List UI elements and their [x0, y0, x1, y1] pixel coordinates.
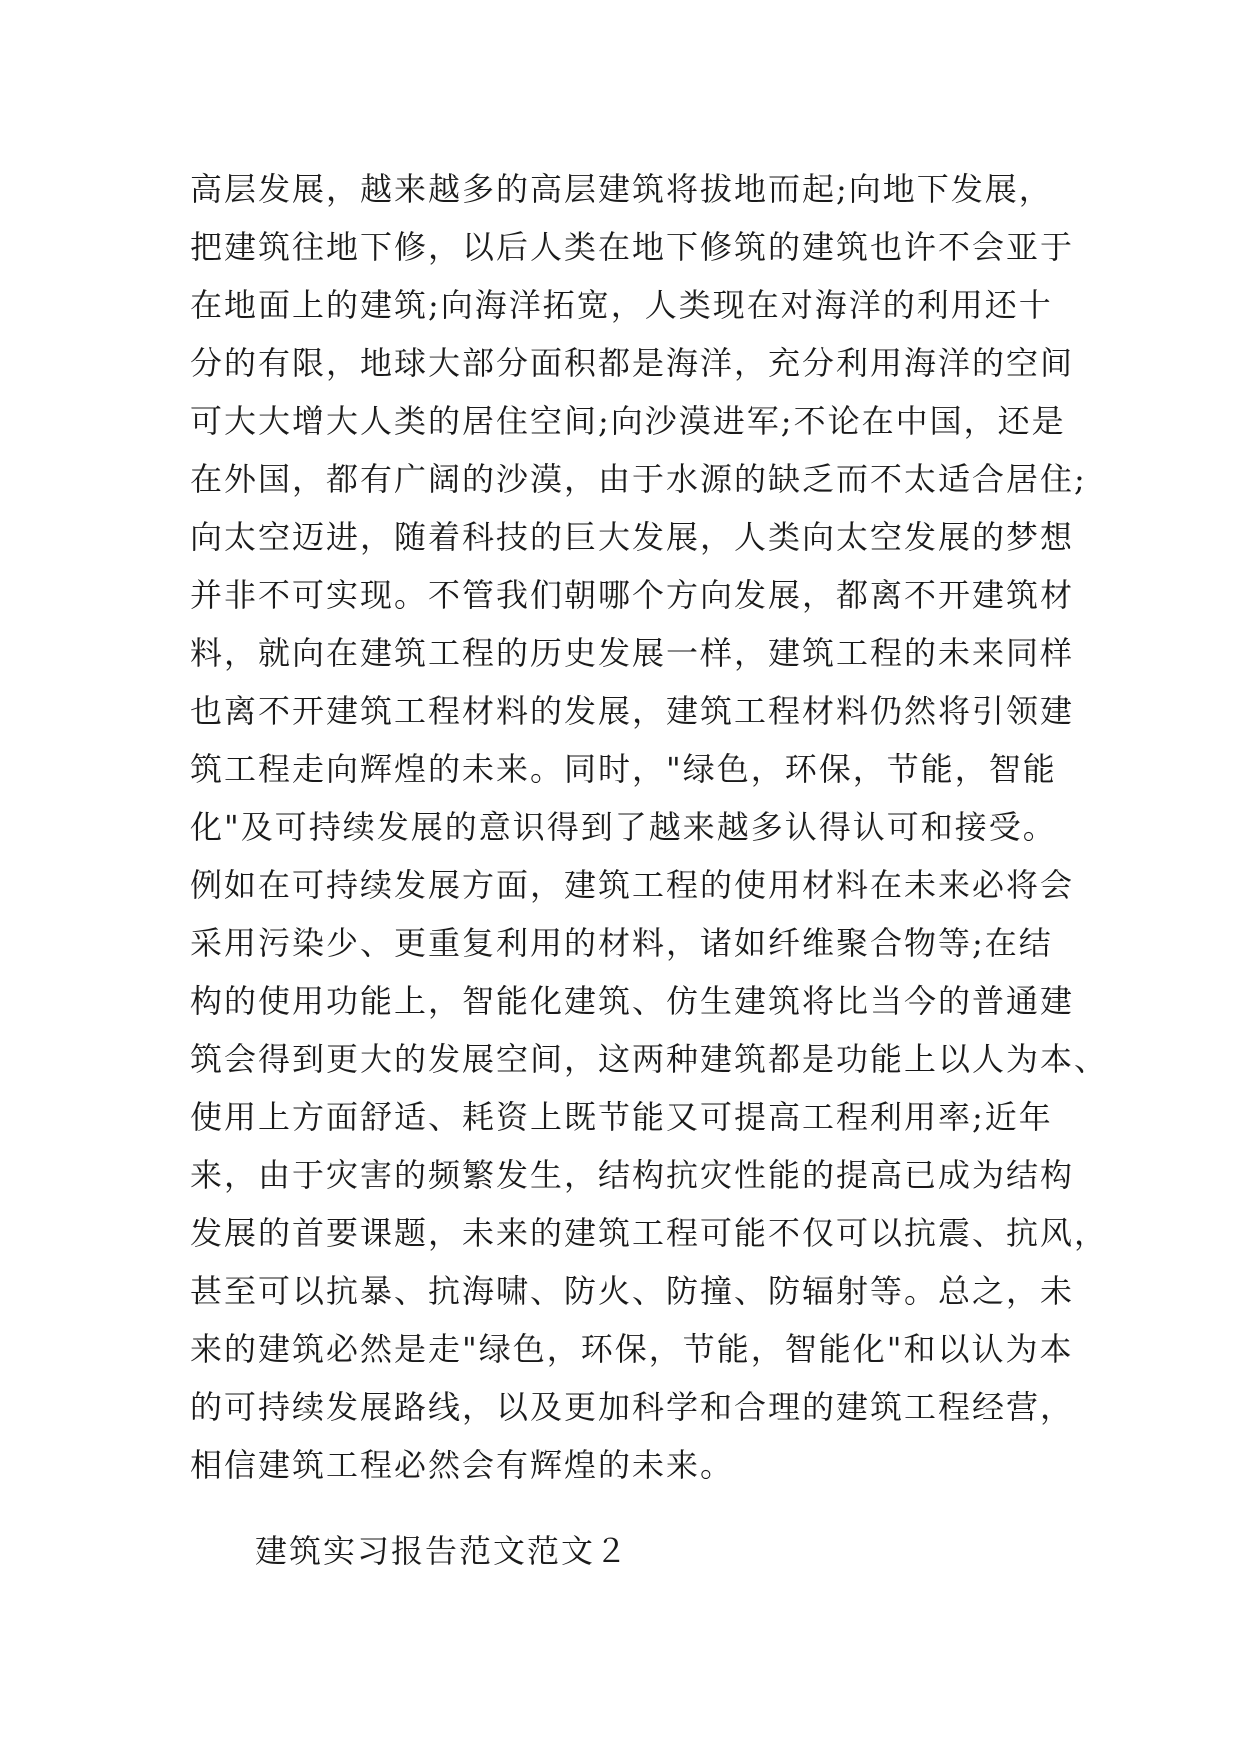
text-line: 筑工程走向辉煌的未来。同时，"绿色，环保，节能，智能 — [190, 750, 1057, 788]
text-line: 的可持续发展路线，以及更加科学和合理的建筑工程经营， — [190, 1388, 1075, 1426]
text-line: 高层发展，越来越多的高层建筑将拔地而起;向地下发展， — [190, 170, 1053, 208]
text-line: 构的使用功能上，智能化建筑、仿生建筑将比当今的普通建 — [190, 982, 1075, 1020]
section-heading: 建筑实习报告范文范文２ — [255, 1532, 630, 1570]
body-paragraph — [190, 160, 1109, 1494]
text-line: 甚至可以抗暴、抗海啸、防火、防撞、防辐射等。总之，未 — [190, 1272, 1075, 1310]
text-line: 可大大增大人类的居住空间;向沙漠进军;不论在中国，还是 — [190, 402, 1066, 440]
text-line: 在外国，都有广阔的沙漠，由于水源的缺乏而不太适合居住; — [190, 460, 1087, 498]
text-line: 来的建筑必然是走"绿色，环保，节能，智能化"和以认为本 — [190, 1330, 1074, 1368]
text-line: 化"及可持续发展的意识得到了越来越多认得认可和接受。 — [190, 808, 1057, 846]
text-line: 采用污染少、更重复利用的材料，诸如纤维聚合物等;在结 — [190, 924, 1053, 962]
text-line: 发展的首要课题，未来的建筑工程可能不仅可以抗震、抗风， — [190, 1214, 1109, 1252]
text-line: 分的有限，地球大部分面积都是海洋，充分利用海洋的空间 — [190, 344, 1075, 382]
text-line: 来，由于灾害的频繁发生，结构抗灾性能的提高已成为结构 — [190, 1156, 1075, 1194]
text-line: 向太空迈进，随着科技的巨大发展，人类向太空发展的梦想 — [190, 518, 1075, 556]
text-line: 使用上方面舒适、耗资上既节能又可提高工程利用率;近年 — [190, 1098, 1053, 1136]
text-line: 把建筑往地下修，以后人类在地下修筑的建筑也许不会亚于 — [190, 228, 1075, 266]
text-line: 并非不可实现。不管我们朝哪个方向发展，都离不开建筑材 — [190, 576, 1075, 614]
text-line: 在地面上的建筑;向海洋拓宽，人类现在对海洋的利用还十 — [190, 286, 1053, 324]
text-line: 也离不开建筑工程材料的发展，建筑工程材料仍然将引领建 — [190, 692, 1075, 730]
text-line: 相信建筑工程必然会有辉煌的未来。 — [190, 1446, 735, 1484]
text-line: 料，就向在建筑工程的历史发展一样，建筑工程的未来同样 — [190, 634, 1075, 672]
text-line: 例如在可持续发展方面，建筑工程的使用材料在未来必将会 — [190, 866, 1075, 904]
text-line: 筑会得到更大的发展空间，这两种建筑都是功能上以人为本、 — [190, 1040, 1109, 1078]
